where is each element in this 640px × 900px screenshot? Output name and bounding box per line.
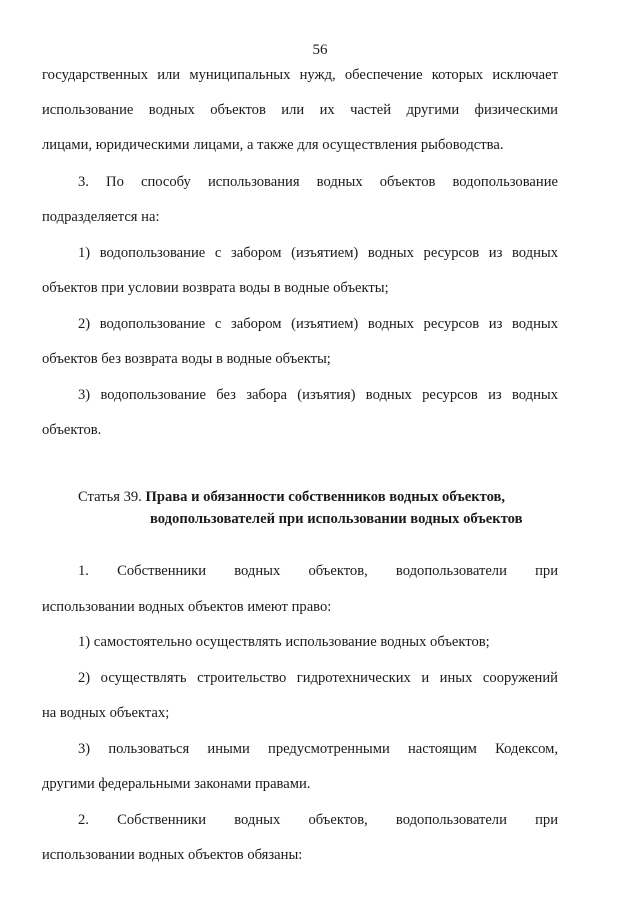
- article-title-line1: Права и обязанности собственников водных объектов,: [145, 489, 506, 505]
- article-heading: [78, 488, 505, 506]
- paragraph-line: другими федеральными законами правами.: [42, 776, 311, 792]
- paragraph-line: 2) осуществлять строительство гидротехнических и иных сооружений: [78, 670, 558, 686]
- paragraph-line: 1. Собственники водных объектов, водопользователи при: [78, 563, 558, 579]
- paragraph-line: использование водных объектов или их частей другими физическими: [42, 102, 558, 118]
- paragraph-line: 3. По способу использования водных объектов водопользование: [78, 174, 558, 190]
- article-heading-line2: [150, 510, 523, 528]
- page-number: 56: [312, 42, 328, 58]
- article-prefix: Статья 39.: [78, 489, 142, 505]
- paragraph-line: 1) самостоятельно осуществлять использование водных объектов;: [78, 634, 490, 650]
- paragraph-line: использовании водных объектов имеют право:: [42, 599, 332, 615]
- paragraph-line: государственных или муниципальных нужд, обеспечение которых исключает: [42, 67, 558, 83]
- paragraph-line: 3) пользоваться иными предусмотренными настоящим Кодексом,: [78, 741, 558, 757]
- paragraph-line: 2. Собственники водных объектов, водопользователи при: [78, 812, 558, 828]
- paragraph-line: подразделяется на:: [42, 209, 160, 225]
- article-title-line2: водопользователей при использовании водных объектов: [150, 511, 523, 527]
- paragraph-line: объектов без возврата воды в водные объекты;: [42, 351, 331, 367]
- paragraph-line: использовании водных объектов обязаны:: [42, 847, 303, 863]
- paragraph-line: 1) водопользование с забором (изъятием) водных ресурсов из водных: [78, 245, 558, 261]
- paragraph-line: лицами, юридическими лицами, а также для осуществления рыбоводства.: [42, 137, 504, 153]
- paragraph-line: 2) водопользование с забором (изъятием) водных ресурсов из водных: [78, 316, 558, 332]
- paragraph-line: на водных объектах;: [42, 705, 170, 721]
- paragraph-line: 3) водопользование без забора (изъятия) водных ресурсов из водных: [78, 387, 558, 403]
- paragraph-line: объектов при условии возврата воды в водные объекты;: [42, 280, 389, 296]
- paragraph-line: объектов.: [42, 422, 102, 438]
